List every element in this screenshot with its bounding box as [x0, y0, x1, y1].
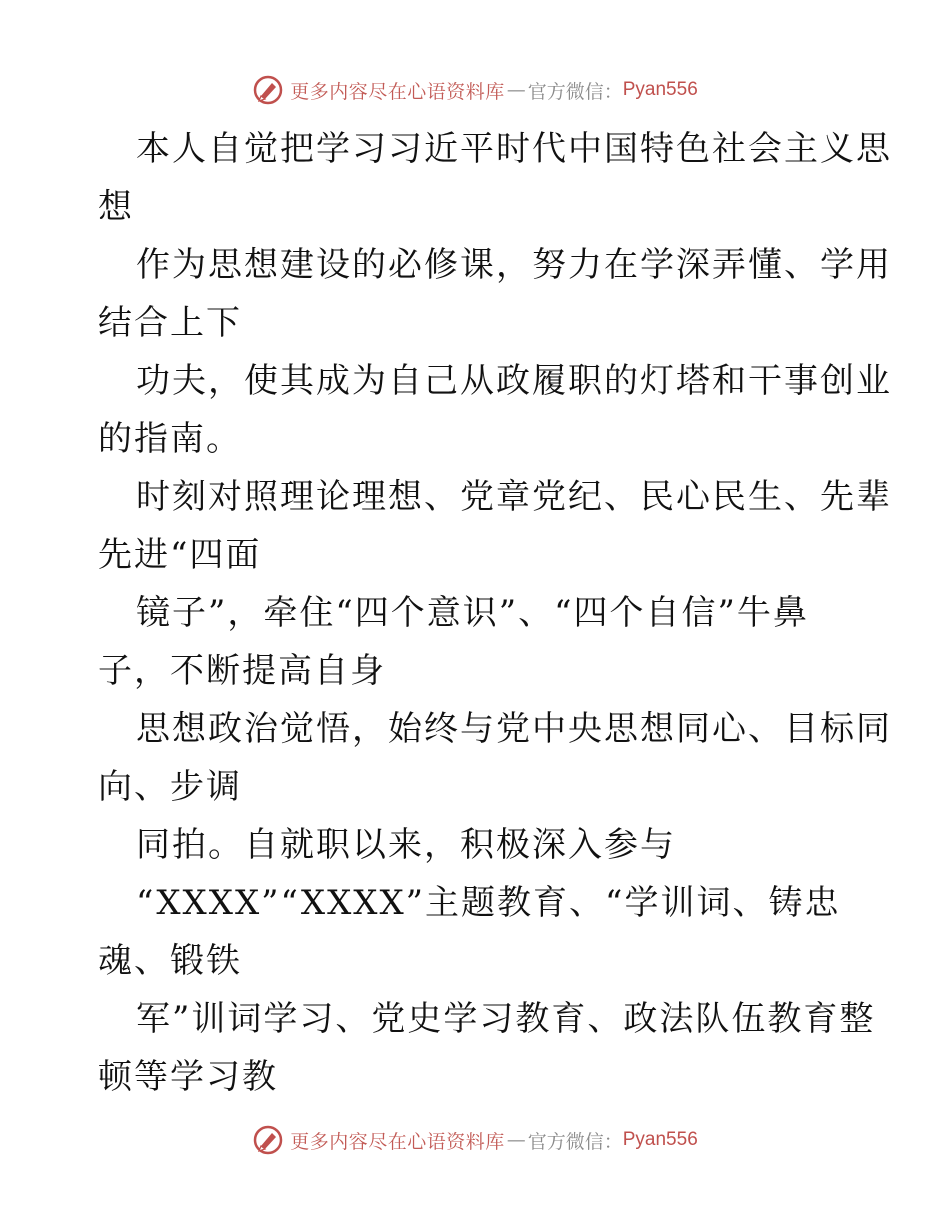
watermark-text: 更多内容尽在心语资料库: [290, 80, 505, 103]
header-watermark: [0, 70, 950, 110]
pen-logo-icon: [252, 74, 284, 106]
paragraph-line: 想: [98, 187, 134, 227]
watermark-separator: —: [506, 79, 526, 101]
watermark-label: 官方微信：: [527, 1130, 623, 1153]
document-body: [98, 120, 892, 1106]
paragraph-line: “XXXX”“XXXX”主题教育、“学训词、铸忠: [136, 883, 841, 923]
paragraph-line: 先进“四面: [98, 535, 262, 575]
watermark-label: 官方微信：: [527, 80, 623, 103]
paragraph-line: 同拍。自就职以来，积极深入参与: [136, 825, 676, 865]
paragraph-line: 军”训词学习、党史学习教育、政法队伍教育整: [136, 999, 876, 1039]
paragraph-line: 结合上下: [98, 303, 242, 343]
footer-watermark: [0, 1120, 950, 1160]
paragraph-line: 顿等学习教: [98, 1057, 278, 1097]
paragraph-line: 镜子”，牵住“四个意识”、“四个自信”牛鼻: [136, 593, 809, 633]
paragraph-line: 时刻对照理论理想、党章党纪、民心民生、先辈: [136, 477, 892, 517]
watermark-wechat-id: Pyan556: [622, 79, 698, 100]
paragraph-line: 子，不断提高自身: [98, 651, 386, 691]
pen-logo-icon: [252, 1124, 284, 1156]
watermark-separator: —: [506, 1129, 526, 1151]
paragraph-line: 的指南。: [98, 419, 242, 459]
watermark-text: 更多内容尽在心语资料库: [290, 1130, 505, 1153]
paragraph-line: 思想政治觉悟，始终与党中央思想同心、目标同: [136, 709, 892, 749]
paragraph-line: 本人自觉把学习习近平时代中国特色社会主义思: [136, 129, 892, 169]
watermark-wechat-id: Pyan556: [622, 1129, 698, 1150]
paragraph-line: 作为思想建设的必修课，努力在学深弄懂、学用: [136, 245, 892, 285]
paragraph-line: 向、步调: [98, 767, 242, 807]
paragraph-line: 功夫，使其成为自己从政履职的灯塔和干事创业: [136, 361, 892, 401]
paragraph-line: 魂、锻铁: [98, 941, 242, 981]
